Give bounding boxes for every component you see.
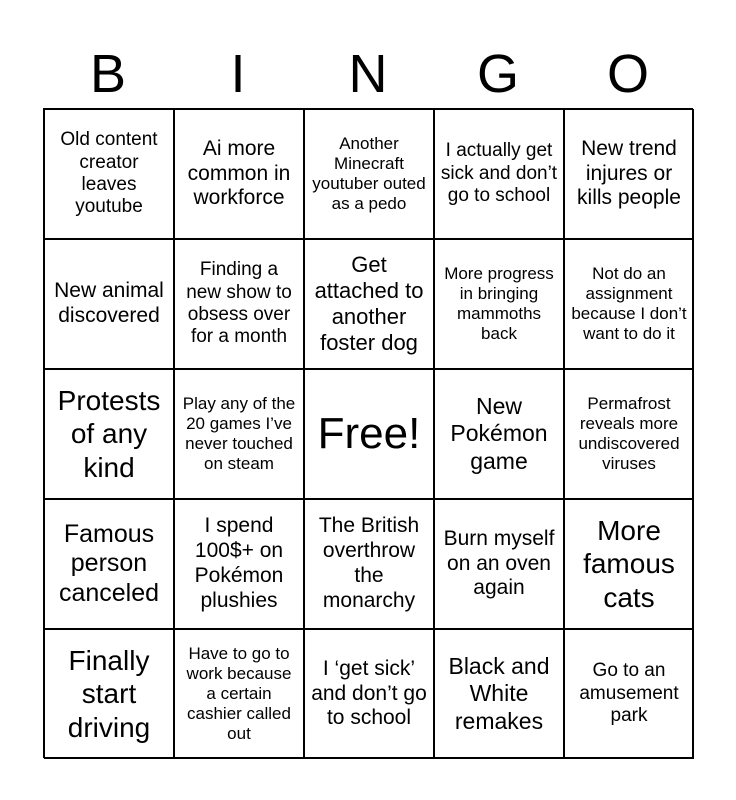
bingo-cell-r5c4[interactable] [434, 629, 564, 759]
bingo-grid [43, 108, 693, 758]
bingo-cell-r1c3[interactable] [304, 109, 434, 239]
bingo-cell-r2c4[interactable] [434, 239, 564, 369]
cell-text: Protests of any kind [57, 385, 161, 483]
bingo-cell-r5c2[interactable] [174, 629, 304, 759]
bingo-cell-r3c1[interactable] [44, 369, 174, 499]
bingo-cell-r2c3[interactable] [304, 239, 434, 369]
cell-text: Burn myself on an oven again [443, 526, 555, 600]
cell-text: New Pokémon game [450, 393, 548, 474]
header-letter-o: O [606, 44, 649, 104]
header-letter-i: I [230, 44, 246, 104]
bingo-cell-r3c4[interactable] [434, 369, 564, 499]
bingo-cell-r4c3[interactable] [304, 499, 434, 629]
bingo-cell-r1c1[interactable] [44, 109, 174, 239]
bingo-cell-r1c5[interactable] [564, 109, 694, 239]
bingo-cell-r2c2[interactable] [174, 239, 304, 369]
cell-text: Finding a new show to obsess over for a month [186, 259, 292, 348]
cell-text: Ai more common in workforce [187, 136, 291, 210]
bingo-cell-r4c5[interactable] [564, 499, 694, 629]
bingo-cell-r5c1[interactable] [44, 629, 174, 759]
cell-text: More famous cats [583, 515, 675, 613]
bingo-cell-r4c1[interactable] [44, 499, 174, 629]
header-letter-b: B [89, 44, 127, 104]
cell-text: Go to an amusement park [579, 660, 679, 727]
cell-text: Old content creator leaves youtube [60, 129, 158, 218]
header-letter-n: N [348, 44, 388, 104]
cell-text: Another Minecraft youtuber outed as a pedo [312, 133, 426, 214]
cell-text: Finally start driving [67, 645, 151, 743]
cell-text: New trend injures or kills people [577, 136, 681, 210]
bingo-cell-r4c4[interactable] [434, 499, 564, 629]
bingo-cell-r5c3[interactable] [304, 629, 434, 759]
bingo-cell-r2c5[interactable] [564, 239, 694, 369]
bingo-cell-r2c1[interactable] [44, 239, 174, 369]
bingo-cell-r1c4[interactable] [434, 109, 564, 239]
bingo-cell-r3c2[interactable] [174, 369, 304, 499]
cell-text: Black and White remakes [448, 653, 550, 734]
bingo-cell-free[interactable] [304, 369, 434, 499]
cell-text: I spend 100$+ on Pokémon plushies [194, 514, 284, 612]
cell-text: More progress in bringing mammoths back [444, 263, 554, 344]
cell-text: New animal discovered [54, 279, 164, 327]
cell-text: Have to go to work because a certain cashier called out [186, 643, 292, 744]
bingo-cell-r3c5[interactable] [564, 369, 694, 499]
cell-text: Get attached to another foster dog [314, 252, 424, 355]
cell-text: Famous person canceled [58, 519, 160, 607]
bingo-cell-r5c5[interactable] [564, 629, 694, 759]
cell-text: Play any of the 20 games I’ve never touched on steam [182, 393, 296, 474]
cell-text: Permafrost reveals more undiscovered viruses [578, 393, 680, 474]
bingo-cell-r4c2[interactable] [174, 499, 304, 629]
header-letter-g: G [476, 44, 519, 104]
bingo-cell-r1c2[interactable] [174, 109, 304, 239]
bingo-header [43, 40, 693, 108]
cell-text: Not do an assignment because I don’t want to do it [571, 263, 687, 344]
free-space-text: Free! [317, 409, 421, 459]
cell-text: I ‘get sick’ and don’t go to school [311, 656, 427, 730]
cell-text: I actually get sick and don’t go to school [440, 140, 558, 207]
cell-text: The British overthrow the monarchy [318, 514, 420, 612]
